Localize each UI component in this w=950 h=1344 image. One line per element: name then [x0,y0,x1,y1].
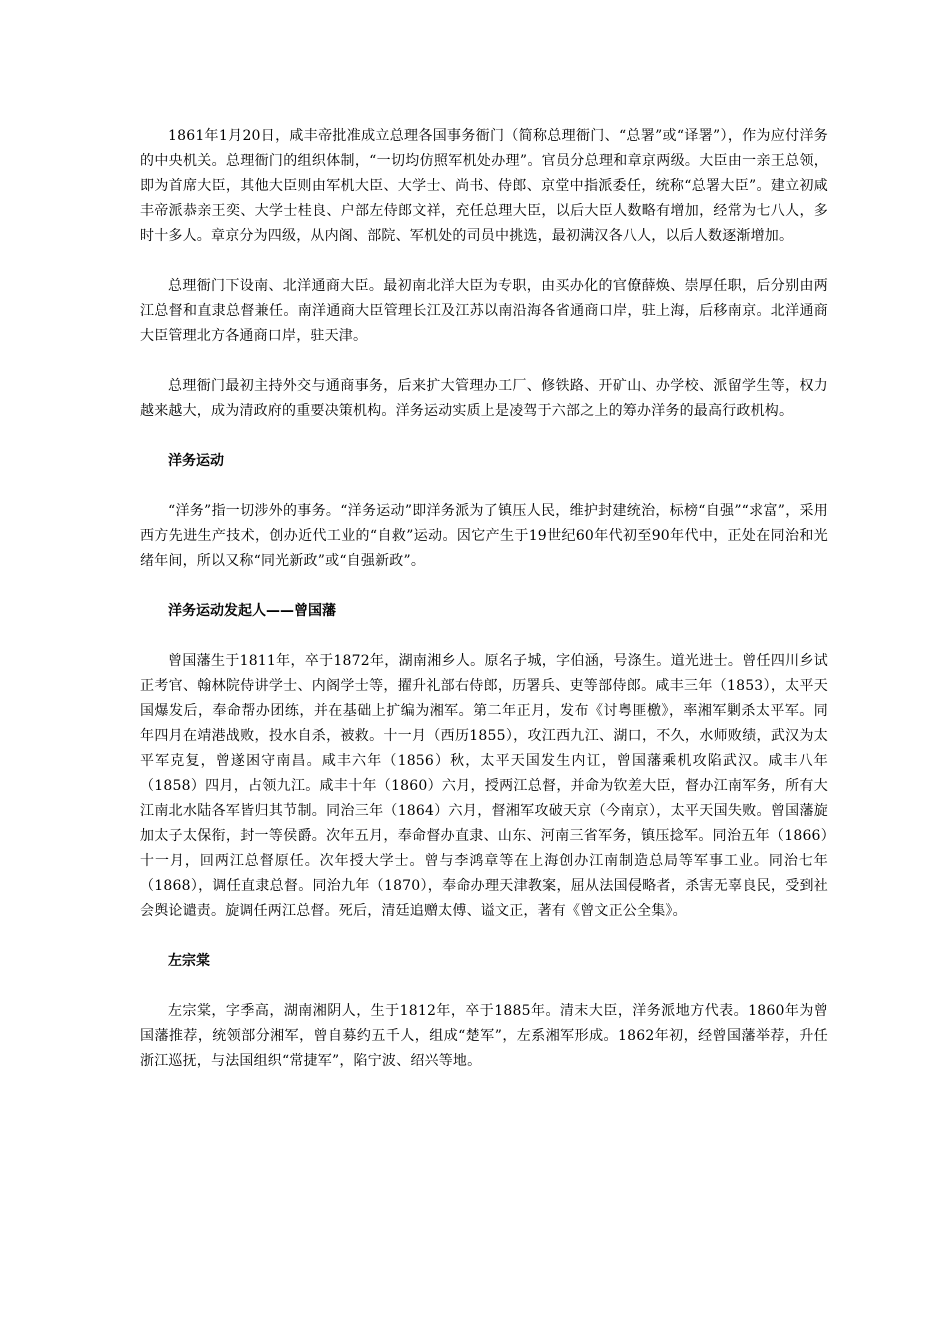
paragraph-gap [140,924,828,949]
paragraph-gap [140,624,828,649]
paragraph-zongli-yamen-power: 总理衙门最初主持外交与通商事务，后来扩大管理办工厂、修铁路、开矿山、办学校、派留学生等，权力越来越大，成为清政府的重要决策机构。洋务运动实质上是凌驾于六部之上的筹办洋务的最高行政机构。 [140,378,828,419]
paragraph-zuo-zongtang-bio: 左宗棠，字季高，湖南湘阴人，生于1812年，卒于1885年。清末大臣，洋务派地方代表。1860年为曾国藩推荐，统领部分湘军，曾自募约五千人，组成“楚军”，左系湘军形成。1862年初，经曾国藩举荐，升任浙江巡抚，与法国组织“常捷军”，陷宁波、绍兴等地。 [140,1003,828,1069]
heading-zuo-zongtang: 左宗棠 [168,953,210,969]
heading-zeng-guofan: 洋务运动发起人——曾国藩 [168,603,336,619]
paragraph-gap [140,349,828,374]
paragraph-self-strengthening-definition: “洋务”指一切涉外的事务。“洋务运动”即洋务派为了镇压人民，维护封建统治，标榜“自强”“求富”，采用西方先进生产技术，创办近代工业的“自救”运动。因它产生于19世纪60年代初至90年代中，正处在同治和光绪年间，所以又称“同光新政”或“自强新政”。 [140,503,828,569]
paragraph-trade-ministers: 总理衙门下设南、北洋通商大臣。最初南北洋大臣为专职，由买办化的官僚薛焕、崇厚任职，后分别由两江总督和直隶总督兼任。南洋通商大臣管理长江及江苏以南沿海各省通商口岸，驻上海，后移南京。北洋通商大臣管理北方各通商口岸，驻天津。 [140,278,828,344]
heading-self-strengthening: 洋务运动 [168,453,224,469]
paragraph-gap [140,424,828,449]
paragraph-gap [140,574,828,599]
paragraph-gap [140,474,828,499]
paragraph-gap [140,249,828,274]
paragraph-gap [140,974,828,999]
paragraph-zongli-yamen-founding: 1861年1月20日，咸丰帝批准成立总理各国事务衙门（简称总理衙门、“总署”或“译署”），作为应付洋务的中央机关。总理衙门的组织体制，“一切均仿照军机处办理”。官员分总理和章京两级。大臣由一亲王总领，即为首席大臣，其他大臣则由军机大臣、大学士、尚书、侍郎、京堂中指派委任，统称“总署大臣”。建立初咸丰帝派恭亲王奕、大学士桂良、户部左侍郎文祥，充任总理大臣，以后大臣人数略有增加，经常为七八人，多时十多人。章京分为四级，从内阁、部院、军机处的司员中挑选，最初满汉各八人，以后人数逐渐增加。 [140,128,828,244]
paragraph-zeng-guofan-bio: 曾国藩生于1811年，卒于1872年，湖南湘乡人。原名子城，字伯涵，号涤生。道光进士。曾任四川乡试正考官、翰林院侍讲学士、内阁学士等，擢升礼部右侍郎，历署兵、吏等部侍郎。咸丰三年（1853），太平天国爆发后，奉命帮办团练，并在基础上扩编为湘军。第二年正月，发布《讨粤匪檄》，率湘军剿杀太平军。同年四月在靖港战败，投水自杀，被救。十一月（西历1855），攻江西九江、湖口，不久，水师败绩，武汉为太平军克复，曾遂困守南昌。咸丰六年（1856）秋，太平天国发生内讧，曾国藩乘机攻陷武汉。咸丰八年（1858）四月，占领九江。咸丰十年（1860）六月，授两江总督，并命为钦差大臣，督办江南军务，所有大江南北水陆各军皆归其节制。同治三年（1864）六月，督湘军攻破天京（今南京），太平天国失败。曾国藩旋加太子太保衔，封一等侯爵。次年五月，奉命督办直隶、山东、河南三省军务，镇压捻军。同治五年（1866）十一月，回两江总督原任。次年授大学士。曾与李鸿章等在上海创办江南制造总局等军事工业。同治七年（1868），调任直隶总督。同治九年（1870），奉命办理天津教案，屈从法国侵略者，杀害无辜良民，受到社会舆论谴责。旋调任两江总督。死后，清廷追赠太傅、谥文正，著有《曾文正公全集》。 [140,653,828,919]
